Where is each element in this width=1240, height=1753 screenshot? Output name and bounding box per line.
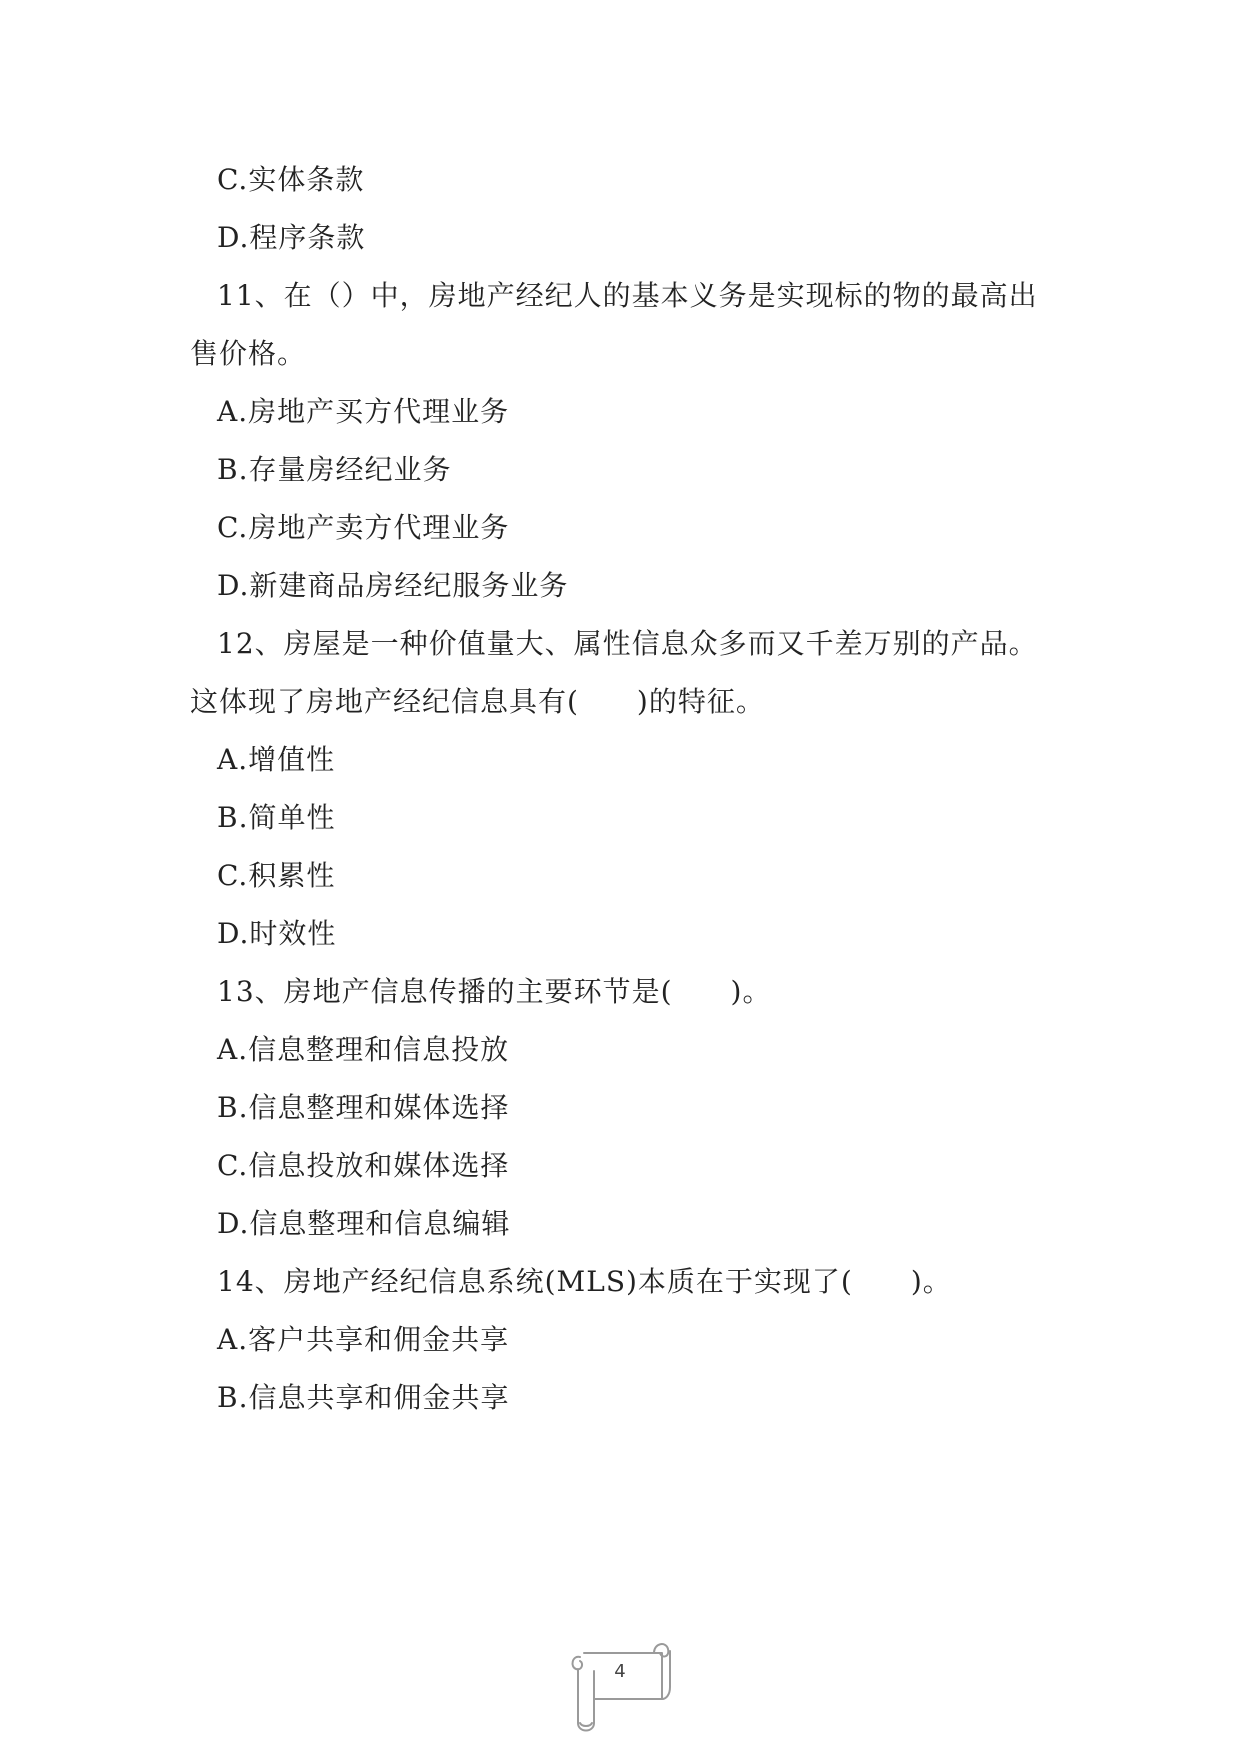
q14-option-b: B.信息共享和佣金共享 [217, 1381, 510, 1414]
q13-option-a: A.信息整理和信息投放 [217, 1033, 510, 1066]
q10-option-d: D.程序条款 [217, 221, 366, 254]
page-number: 4 [614, 1661, 626, 1682]
q11-stem-line2: 售价格。 [190, 337, 307, 370]
q10-option-c: C.实体条款 [217, 163, 365, 196]
q12-stem-line2: 这体现了房地产经纪信息具有( )的特征。 [190, 685, 765, 718]
q13-stem: 13、房地产信息传播的主要环节是( )。 [217, 975, 772, 1008]
q11-option-d: D.新建商品房经纪服务业务 [217, 569, 569, 602]
q12-option-b: B.简单性 [217, 801, 336, 834]
q14-stem: 14、房地产经纪信息系统(MLS)本质在于实现了( )。 [217, 1265, 952, 1298]
q11-option-c: C.房地产卖方代理业务 [217, 511, 510, 544]
q11-option-a: A.房地产买方代理业务 [217, 395, 510, 428]
q11-option-b: B.存量房经纪业务 [217, 453, 452, 486]
q14-option-a: A.客户共享和佣金共享 [217, 1323, 510, 1356]
q13-option-b: B.信息整理和媒体选择 [217, 1091, 510, 1124]
q12-option-a: A.增值性 [217, 743, 336, 776]
q13-option-c: C.信息投放和媒体选择 [217, 1149, 510, 1182]
scroll-icon [566, 1637, 682, 1737]
q12-option-c: C.积累性 [217, 859, 336, 892]
q13-option-d: D.信息整理和信息编辑 [217, 1207, 511, 1240]
q12-stem-line1: 12、房屋是一种价值量大、属性信息众多而又千差万别的产品。 [217, 627, 1038, 660]
q12-option-d: D.时效性 [217, 917, 337, 950]
page-number-scroll [566, 1637, 682, 1737]
q11-stem-line1: 11、在（）中，房地产经纪人的基本义务是实现标的物的最高出 [217, 279, 1038, 312]
